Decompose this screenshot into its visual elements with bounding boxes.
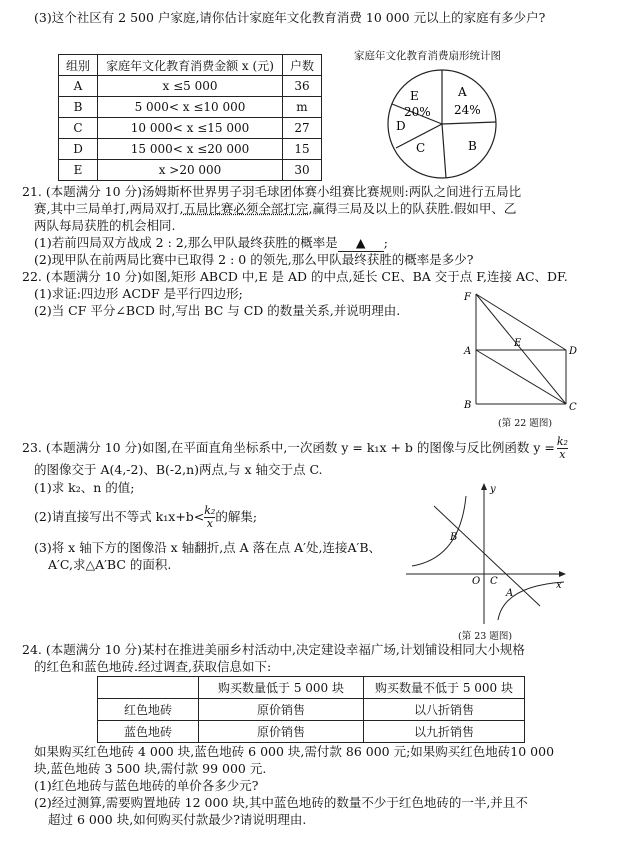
hyperbola-branch-left (412, 496, 466, 566)
pie-label-e: E (410, 89, 419, 103)
table-cell: A (59, 76, 98, 97)
fraction-numerator: k₂ (556, 435, 568, 448)
q21-line2a: 赛,其中三局单打,两局双打, (34, 201, 184, 216)
point-f: F (464, 292, 471, 303)
point-a: A (464, 346, 472, 357)
segment-ac (476, 350, 566, 404)
table-row (59, 118, 322, 139)
table-cell: E (59, 160, 98, 181)
table-cell: m (283, 97, 322, 118)
table-cell: B (59, 97, 98, 118)
table-row (59, 97, 322, 118)
table-cell: 蓝色地砖 (98, 721, 199, 743)
q21-line2 (34, 201, 516, 217)
q23-part1: (1)求 k₂、n 的值; (34, 480, 135, 495)
q22-figure (456, 286, 582, 412)
q21-part1 (34, 235, 388, 252)
q21-line2b-emphasis: 五局比赛必须全部打完 (183, 201, 309, 216)
table-cell: 36 (283, 76, 322, 97)
q21-part1-text: (1)若前四局双方战成 2 : 2,那么甲队最终获胜的概率是 (34, 235, 338, 250)
table-cell: 27 (283, 118, 322, 139)
table-cell: x >20 000 (98, 160, 283, 181)
q24-part2a: (2)经过测算,需要购置地砖 12 000 块,其中蓝色地砖的数量不少于红色地砖的一半,并且不 (34, 795, 528, 810)
table-cell: 5 000< x ≤10 000 (98, 97, 283, 118)
point-e: E (514, 338, 522, 349)
answer-blank[interactable]: ▲ (338, 235, 384, 252)
linear-function-line (434, 506, 540, 606)
q22-part1: (1)求证:四边形 ACDF 是平行四边形; (34, 286, 243, 301)
x-axis-arrow (559, 571, 566, 577)
table-header: 户数 (283, 55, 322, 76)
q20-table (58, 54, 322, 181)
q21-line1: 21. (本题满分 10 分)汤姆斯杯世界男子羽毛球团体赛小组赛比赛规则:两队之间进行五局比 (22, 184, 522, 199)
table-cell: 原价销售 (199, 721, 364, 743)
table-cell: 原价销售 (199, 699, 364, 721)
table-row (98, 721, 525, 743)
point-b: B (464, 400, 472, 411)
q24-after1: 如果购买红色地砖 4 000 块,蓝色地砖 6 000 块,需付款 86 000 元;如果购买红色地砖10 000 (34, 744, 555, 759)
label-a: A (506, 588, 514, 599)
fraction-k2-over-x (204, 505, 215, 530)
table-header: 购买数量低于 5 000 块 (199, 677, 364, 699)
q23-figure (400, 478, 572, 628)
q20-part3: (3)这个社区有 2 500 户家庭,请你估计家庭年文化教育消费 10 000 元以上的家庭有多少户? (34, 10, 546, 25)
point-d: D (569, 346, 578, 357)
q23-line1 (22, 436, 568, 461)
table-cell: C (59, 118, 98, 139)
q21-line2c: ,赢得三局及以上的队获胜.假如甲、乙 (308, 201, 517, 216)
table-cell: 以八折销售 (364, 699, 525, 721)
q22-part2: (2)当 CF 平分∠BCD 时,写出 BC 与 CD 的数量关系,并说明理由. (34, 303, 401, 318)
q24-line1: 24. (本题满分 10 分)某村在推进美丽乡村活动中,决定建设幸福广场,计划铺设相同大小规格 (22, 642, 525, 657)
fraction-denominator: x (559, 448, 566, 461)
q21-part1-end: ; (383, 235, 388, 250)
fraction-k2-over-x (557, 436, 568, 461)
table-header (98, 677, 199, 699)
label-origin: O (472, 576, 481, 587)
q22-line1: 22. (本题满分 10 分)如图,矩形 ABCD 中,E 是 AD 的中点,延长 CE、BA 交于点 F,连接 AC、DF. (22, 269, 568, 284)
table-cell: 红色地砖 (98, 699, 199, 721)
q24-part2b: 超过 6 000 块,如何购买付款最少?请说明理由. (48, 812, 307, 827)
q24-table (97, 676, 525, 743)
table-cell: x ≤5 000 (98, 76, 283, 97)
table-cell: 30 (283, 160, 322, 181)
table-row (59, 160, 322, 181)
pie-chart (370, 64, 530, 180)
pie-divider-bottom (442, 124, 446, 178)
table-row (59, 76, 322, 97)
table-cell: 15 (283, 139, 322, 160)
pie-label-a: A (458, 85, 467, 99)
q23-caption: (第 23 题图) (458, 631, 513, 642)
label-b: B (450, 532, 458, 543)
point-c: C (569, 402, 577, 412)
q23-part2-text: (2)请直接写出不等式 k₁x+b< (34, 509, 205, 524)
q23-part3a: (3)将 x 轴下方的图像沿 x 轴翻折,点 A 落在点 A′处,连接A′B、 (34, 540, 382, 555)
q24-after2: 块,蓝色地砖 3 500 块,需付款 99 000 元. (34, 761, 267, 776)
pie-label-a-pct: 24% (454, 103, 481, 117)
table-cell: 15 000< x ≤20 000 (98, 139, 283, 160)
y-axis-arrow (481, 483, 487, 490)
table-header: 家庭年文化教育消费金额 x (元) (98, 55, 283, 76)
q23-line1-text: 23. (本题满分 10 分)如图,在平面直角坐标系中,一次函数 y = k₁x + b 的图像与反比例函数 y = (22, 440, 555, 455)
segment-fc (476, 294, 566, 404)
pie-title: 家庭年文化教育消费扇形统计图 (354, 50, 501, 62)
q23-part2 (34, 505, 257, 530)
fraction-denominator: x (206, 517, 213, 530)
table-cell: 10 000< x ≤15 000 (98, 118, 283, 139)
table-row (59, 139, 322, 160)
label-y: y (490, 484, 496, 495)
label-c: C (490, 576, 498, 587)
label-x: x (556, 580, 562, 591)
table-cell: 以九折销售 (364, 721, 525, 743)
table-header: 组别 (59, 55, 98, 76)
q21-part2: (2)现甲队在前两局比赛中已取得 2 : 0 的领先,那么甲队最终获胜的概率是多少? (34, 252, 474, 267)
table-row (98, 699, 525, 721)
q23-part2-end: 的解集; (215, 509, 258, 524)
q24-line2: 的红色和蓝色地砖.经过调查,获取信息如下: (34, 659, 272, 674)
q23-line2: 的图像交于 A(4,-2)、B(-2,n)两点,与 x 轴交于点 C. (34, 462, 323, 477)
q23-part3b: A′C,求△A′BC 的面积. (48, 557, 172, 572)
q22-caption: (第 22 题图) (498, 418, 553, 429)
pie-label-b: B (468, 139, 477, 153)
q21-line3: 两队每局获胜的机会相同. (34, 218, 176, 233)
table-header: 购买数量不低于 5 000 块 (364, 677, 525, 699)
pie-label-e-pct: 20% (404, 105, 431, 119)
fraction-numerator: k₂ (204, 504, 216, 517)
pie-label-c: C (416, 141, 426, 155)
pie-label-d: D (396, 119, 406, 133)
table-cell: D (59, 139, 98, 160)
pie-divider-right (442, 122, 496, 124)
q24-part1: (1)红色地砖与蓝色地砖的单价各多少元? (34, 778, 259, 793)
